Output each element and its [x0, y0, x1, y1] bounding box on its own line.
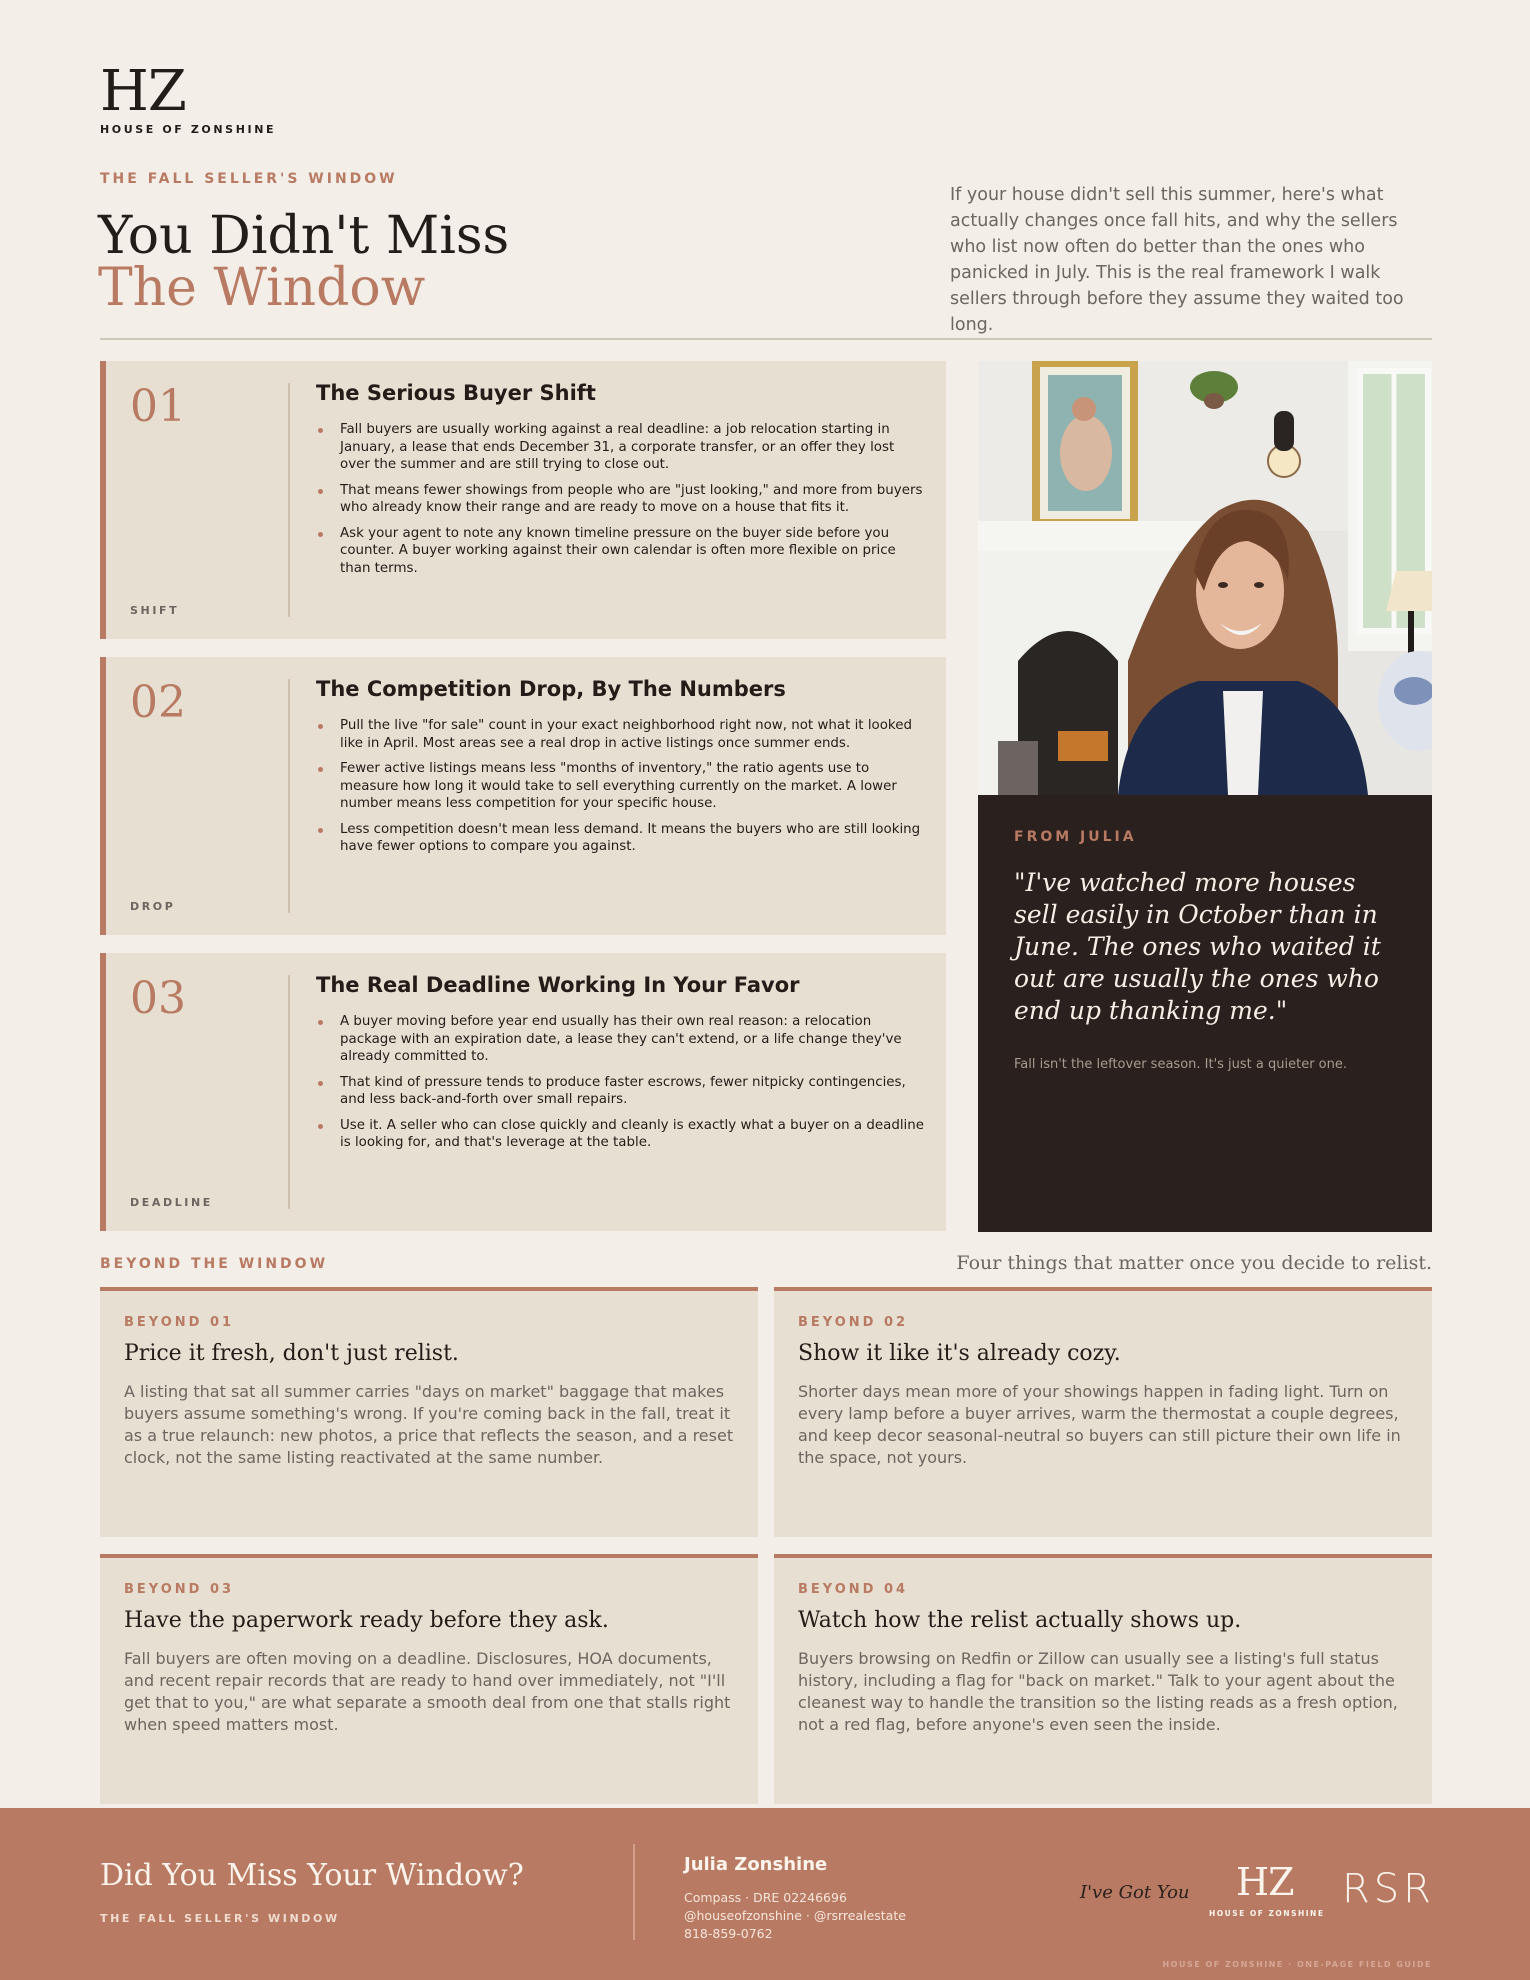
- beyond-title: Price it fresh, don't just relist.: [124, 1341, 459, 1366]
- beyond-title: Show it like it's already cozy.: [798, 1341, 1121, 1366]
- brand-logo-mark: HZ: [100, 59, 186, 124]
- beyond-tagline: Four things that matter once you decide to relist.: [956, 1252, 1432, 1274]
- card-title: The Real Deadline Working In Your Favor: [316, 973, 800, 997]
- page-title-line2: The Window: [98, 258, 426, 318]
- card-tag: DEADLINE: [130, 1196, 213, 1209]
- beyond-title: Have the paperwork ready before they ask.: [124, 1608, 609, 1633]
- bullet-item: Fewer active listings means less "months of inventory," the ratio agents use to measure how long it would take to sell everything currently on the market. A lower number means less competition for your specific house.: [316, 760, 926, 813]
- beyond-card-1: [100, 1287, 758, 1537]
- quote-text: "I've watched more houses sell easily in October than in June. The ones who waited it out are usually the ones who end up thanking me.": [1014, 868, 1381, 1025]
- footer-tagline: I've Got You: [1080, 1882, 1190, 1903]
- beyond-body: Buyers browsing on Redfin or Zillow can usually see a listing's full status history, including a flag for "back on market." Talk to your agent about the cleanest way to handle the transition so the listing reads as a fresh option, not a red flag, before anyone's even seen the inside.: [798, 1649, 1398, 1734]
- header-divider: [100, 338, 1432, 340]
- card-drop: [100, 657, 946, 935]
- bullet-item: Fall buyers are usually working against a real deadline: a job relocation starting in January, a lease that ends December 31, a corporate transfer, or an offer they lost over the summer and are still trying to close out.: [316, 421, 926, 474]
- beyond-label: BEYOND 01: [124, 1315, 235, 1330]
- beyond-body: Shorter days mean more of your showings happen in fading light. Turn on every lamp before a buyer arrives, warm the thermostat a couple degrees, and keep decor seasonal-neutral so buyers can still picture their own life in the space, not yours.: [798, 1382, 1401, 1467]
- card-shift: [100, 361, 946, 639]
- card-tag: DROP: [130, 900, 176, 913]
- card-bullets: [316, 1013, 926, 1160]
- footer: [0, 1808, 1530, 1980]
- footer-hz-logo-sub: HOUSE OF ZONSHINE: [1209, 1909, 1325, 1918]
- bullet-item: That means fewer showings from people who are "just looking," and more from buyers who already know their range and are ready to move on a house that fits it.: [316, 482, 926, 517]
- beyond-card-2: [774, 1287, 1432, 1537]
- rsr-logo: RSR: [1342, 1866, 1435, 1912]
- quote-eyebrow: FROM JULIA: [1014, 829, 1137, 845]
- card-bullets: [316, 421, 926, 585]
- quote-panel: [978, 795, 1432, 1232]
- bullet-item: That kind of pressure tends to produce faster escrows, fewer nitpicky contingencies, and less back-and-forth over small repairs.: [316, 1074, 926, 1109]
- card-number: 03: [130, 973, 186, 1024]
- footer-hz-logo: HZ: [1236, 1860, 1294, 1904]
- agent-phone[interactable]: 818-859-0762: [684, 1926, 773, 1941]
- beyond-label: BEYOND 04: [798, 1582, 909, 1597]
- card-bullets: [316, 717, 926, 864]
- bullet-item: Less competition doesn't mean less demand. It means the buyers who are still looking have fewer options to compare you against.: [316, 821, 926, 856]
- card-divider: [288, 383, 290, 617]
- card-divider: [288, 679, 290, 913]
- beyond-card-3: [100, 1554, 758, 1804]
- beyond-body: Fall buyers are often moving on a deadline. Disclosures, HOA documents, and recent repair records that are ready to hand over immediately, not "I'll get that to you," are what separate a smooth deal from one that stalls right when speed matters most.: [124, 1649, 731, 1734]
- page-title-line1: You Didn't Miss: [98, 206, 510, 266]
- card-number: 01: [130, 381, 186, 432]
- bullet-item: Pull the live "for sale" count in your exact neighborhood right now, not what it looked like in April. Most areas see a real drop in active listings once summer ends.: [316, 717, 926, 752]
- card-divider: [288, 975, 290, 1209]
- field-guide-note: HOUSE OF ZONSHINE · ONE-PAGE FIELD GUIDE: [1162, 1960, 1432, 1969]
- bullet-item: A buyer moving before year end usually has their own real reason: a relocation package with an expiration date, a lease they can't extend, or a life change they've already committed to.: [316, 1013, 926, 1066]
- brand-name: HOUSE OF ZONSHINE: [100, 123, 277, 136]
- beyond-body: A listing that sat all summer carries "days on market" baggage that makes buyers assume something's wrong. If you're coming back in the fall, treat it as a true relaunch: new photos, a price that reflects the season, and a reset clock, not the same listing reactivated at the same number.: [124, 1382, 734, 1467]
- card-number: 02: [130, 677, 186, 728]
- beyond-eyebrow: BEYOND THE WINDOW: [100, 1256, 329, 1272]
- header-eyebrow: THE FALL SELLER'S WINDOW: [100, 171, 398, 187]
- card-deadline: [100, 953, 946, 1231]
- card-tag: SHIFT: [130, 604, 180, 617]
- card-title: The Serious Buyer Shift: [316, 381, 596, 405]
- quote-note: Fall isn't the leftover season. It's just a quieter one.: [1014, 1057, 1348, 1072]
- beyond-card-4: [774, 1554, 1432, 1804]
- agent-name: Julia Zonshine: [684, 1854, 828, 1875]
- agent-social-handles[interactable]: @houseofzonshine · @rsrrealestate: [684, 1908, 906, 1923]
- intro-paragraph: If your house didn't sell this summer, here's what actually changes once fall hits, and why the sellers who list now often do better than the ones who panicked in July. This is the real framework I walk sellers through before they assume they waited too long.: [950, 185, 1404, 335]
- bullet-item: Ask your agent to note any known timeline pressure on the buyer side before you counter. A buyer working against their own calendar is often more flexible on price than terms.: [316, 525, 926, 578]
- card-title: The Competition Drop, By The Numbers: [316, 677, 786, 701]
- footer-title: Did You Miss Your Window?: [100, 1858, 524, 1893]
- beyond-title: Watch how the relist actually shows up.: [798, 1608, 1242, 1633]
- footer-divider: [633, 1844, 635, 1940]
- beyond-label: BEYOND 02: [798, 1315, 909, 1330]
- agent-photo: [978, 361, 1432, 795]
- beyond-label: BEYOND 03: [124, 1582, 235, 1597]
- agent-license: Compass · DRE 02246696: [684, 1890, 847, 1905]
- footer-subtitle: THE FALL SELLER'S WINDOW: [100, 1912, 340, 1925]
- bullet-item: Use it. A seller who can close quickly and cleanly is exactly what a buyer on a deadline is looking for, and that's leverage at the table.: [316, 1117, 926, 1152]
